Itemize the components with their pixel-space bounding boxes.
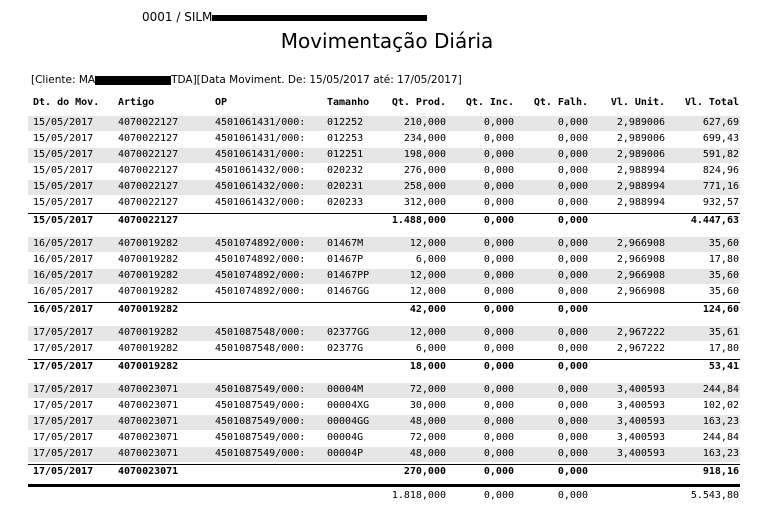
cell-col-qty-inc: 0,000	[483, 215, 514, 226]
cell-col-total-value: 627,69	[702, 117, 739, 128]
cell-col-total-value: 124,60	[702, 304, 739, 315]
cell-col-total-value: 918,16	[702, 466, 739, 477]
cell-col-qty-fault: 0,000	[557, 270, 588, 281]
cell-col-total-value: 824,96	[702, 165, 739, 176]
table-row	[28, 148, 740, 163]
cell-col-unit-value: 2,967222	[616, 327, 665, 338]
cell-col-unit-value: 3,400593	[616, 400, 665, 411]
cell-col-unit-value: 2,989006	[616, 149, 665, 160]
cell-col-size: 01467P	[327, 254, 364, 265]
cell-col-qty-prod: 48,000	[409, 448, 446, 459]
cell-col-article: 4070019282	[118, 270, 179, 281]
cell-col-qty-inc: 0,000	[483, 384, 514, 395]
cell-col-size: 00004G	[327, 432, 364, 443]
cell-col-op: 4501087549/000:	[215, 416, 306, 427]
cell-col-qty-prod: 1.818,000	[391, 490, 446, 501]
cell-col-op: 4501061431/000:	[215, 117, 306, 128]
cell-col-qty-inc: 0,000	[483, 361, 514, 372]
cell-col-size: 012253	[327, 133, 364, 144]
subtotal-row	[28, 464, 740, 480]
cell-col-unit-value: 2,966908	[616, 254, 665, 265]
cell-col-date: 17/05/2017	[33, 400, 94, 411]
cell-col-total-value: 163,23	[702, 448, 739, 459]
cell-col-size: 01467M	[327, 238, 364, 249]
cell-col-date: 17/05/2017	[33, 327, 94, 338]
cell-col-date: 15/05/2017	[33, 181, 94, 192]
cell-col-date: 17/05/2017	[33, 416, 94, 427]
cell-col-qty-fault: 0,000	[557, 466, 588, 477]
header-col-qty-inc: Qt. Inc.	[465, 97, 514, 108]
table-row	[28, 164, 740, 179]
cell-col-op: 4501061431/000:	[215, 133, 306, 144]
cell-col-qty-prod: 6,000	[415, 343, 446, 354]
cell-col-date: 17/05/2017	[33, 466, 94, 477]
cell-col-article: 4070022127	[118, 117, 179, 128]
cell-col-qty-inc: 0,000	[483, 343, 514, 354]
table-row	[28, 399, 740, 414]
cell-col-date: 15/05/2017	[33, 149, 94, 160]
cell-col-op: 4501074892/000:	[215, 270, 306, 281]
table-row	[28, 383, 740, 398]
table-row	[28, 285, 740, 300]
cell-col-size: 020232	[327, 165, 364, 176]
cell-col-qty-fault: 0,000	[557, 490, 588, 501]
cell-col-qty-fault: 0,000	[557, 197, 588, 208]
header-col-total-value: Vl. Total	[684, 97, 739, 108]
cell-col-qty-prod: 1.488,000	[391, 215, 446, 226]
cell-col-article: 4070019282	[118, 238, 179, 249]
cell-col-qty-fault: 0,000	[557, 181, 588, 192]
cell-col-total-value: 35,61	[708, 327, 739, 338]
cell-col-qty-inc: 0,000	[483, 197, 514, 208]
cell-col-total-value: 699,43	[702, 133, 739, 144]
cell-col-size: 00004P	[327, 448, 364, 459]
cell-col-qty-inc: 0,000	[483, 238, 514, 249]
cell-col-article: 4070022127	[118, 181, 179, 192]
cell-col-qty-prod: 12,000	[409, 238, 446, 249]
cell-col-size: 02377G	[327, 343, 364, 354]
cell-col-qty-inc: 0,000	[483, 133, 514, 144]
cell-col-article: 4070019282	[118, 343, 179, 354]
report-code	[142, 10, 427, 24]
cell-col-op: 4501061431/000:	[215, 149, 306, 160]
cell-col-qty-fault: 0,000	[557, 384, 588, 395]
cell-col-op: 4501087548/000:	[215, 327, 306, 338]
cell-col-qty-fault: 0,000	[557, 117, 588, 128]
report-filter	[31, 74, 462, 86]
cell-col-qty-inc: 0,000	[483, 327, 514, 338]
cell-col-unit-value: 2,988994	[616, 181, 665, 192]
cell-col-article: 4070023071	[118, 416, 179, 427]
cell-col-article: 4070022127	[118, 149, 179, 160]
header-col-unit-value: Vl. Unit.	[610, 97, 665, 108]
cell-col-qty-prod: 270,000	[403, 466, 446, 477]
cell-col-date: 17/05/2017	[33, 384, 94, 395]
cell-col-article: 4070023071	[118, 400, 179, 411]
cell-col-unit-value: 2,966908	[616, 286, 665, 297]
table-row	[28, 196, 740, 211]
cell-col-qty-inc: 0,000	[483, 270, 514, 281]
header-col-date: Dt. do Mov.	[33, 97, 100, 108]
cell-col-total-value: 102,02	[702, 400, 739, 411]
cell-col-article: 4070022127	[118, 133, 179, 144]
cell-col-total-value: 932,57	[702, 197, 739, 208]
cell-col-qty-prod: 198,000	[403, 149, 446, 160]
cell-col-total-value: 163,23	[702, 416, 739, 427]
cell-col-date: 15/05/2017	[33, 133, 94, 144]
cell-col-date: 15/05/2017	[33, 215, 94, 226]
cell-col-size: 020231	[327, 181, 364, 192]
cell-col-total-value: 4.447,63	[690, 215, 739, 226]
cell-col-unit-value: 2,988994	[616, 165, 665, 176]
cell-col-date: 16/05/2017	[33, 270, 94, 281]
cell-col-size: 01467GG	[327, 286, 370, 297]
cell-col-date: 16/05/2017	[33, 304, 94, 315]
header-col-article: Artigo	[118, 97, 155, 108]
cell-col-qty-fault: 0,000	[557, 400, 588, 411]
cell-col-qty-inc: 0,000	[483, 165, 514, 176]
cell-col-qty-fault: 0,000	[557, 254, 588, 265]
redacted-client	[95, 76, 171, 85]
cell-col-article: 4070023071	[118, 384, 179, 395]
cell-col-qty-fault: 0,000	[557, 304, 588, 315]
cell-col-article: 4070023071	[118, 448, 179, 459]
cell-col-size: 00004XG	[327, 400, 370, 411]
cell-col-total-value: 244,84	[702, 432, 739, 443]
table-row	[28, 237, 740, 252]
cell-col-article: 4070019282	[118, 286, 179, 297]
table-row	[28, 415, 740, 430]
cell-col-qty-fault: 0,000	[557, 327, 588, 338]
cell-col-qty-prod: 18,000	[409, 361, 446, 372]
cell-col-unit-value: 3,400593	[616, 416, 665, 427]
cell-col-qty-prod: 6,000	[415, 254, 446, 265]
cell-col-qty-prod: 12,000	[409, 270, 446, 281]
cell-col-total-value: 591,82	[702, 149, 739, 160]
cell-col-qty-prod: 276,000	[403, 165, 446, 176]
cell-col-unit-value: 2,966908	[616, 238, 665, 249]
cell-col-qty-fault: 0,000	[557, 133, 588, 144]
cell-col-size: 00004M	[327, 384, 364, 395]
cell-col-op: 4501074892/000:	[215, 286, 306, 297]
header-col-qty-prod: Qt. Prod.	[391, 97, 446, 108]
cell-col-op: 4501087549/000:	[215, 384, 306, 395]
cell-col-date: 17/05/2017	[33, 361, 94, 372]
cell-col-article: 4070022127	[118, 215, 179, 226]
cell-col-op: 4501074892/000:	[215, 238, 306, 249]
subtotal-row	[28, 359, 740, 375]
cell-col-qty-fault: 0,000	[557, 432, 588, 443]
cell-col-qty-prod: 312,000	[403, 197, 446, 208]
table-row	[28, 269, 740, 284]
cell-col-qty-inc: 0,000	[483, 448, 514, 459]
cell-col-date: 15/05/2017	[33, 165, 94, 176]
cell-col-unit-value: 2,966908	[616, 270, 665, 281]
cell-col-qty-fault: 0,000	[557, 165, 588, 176]
cell-col-qty-inc: 0,000	[483, 490, 514, 501]
cell-col-article: 4070019282	[118, 361, 179, 372]
cell-col-qty-fault: 0,000	[557, 286, 588, 297]
cell-col-total-value: 17,80	[708, 254, 739, 265]
cell-col-unit-value: 2,988994	[616, 197, 665, 208]
cell-col-qty-prod: 48,000	[409, 416, 446, 427]
header-col-size: Tamanho	[327, 97, 370, 108]
cell-col-unit-value: 2,989006	[616, 133, 665, 144]
cell-col-qty-prod: 72,000	[409, 384, 446, 395]
cell-col-article: 4070019282	[118, 254, 179, 265]
header-col-qty-fault: Qt. Falh.	[533, 97, 588, 108]
grand-total-values	[28, 489, 740, 504]
cell-col-article: 4070022127	[118, 197, 179, 208]
cell-col-qty-prod: 12,000	[409, 327, 446, 338]
cell-col-total-value: 17,80	[708, 343, 739, 354]
report-title: Movimentação Diária	[280, 29, 494, 53]
table-row	[28, 447, 740, 462]
cell-col-qty-inc: 0,000	[483, 304, 514, 315]
cell-col-article: 4070019282	[118, 327, 179, 338]
cell-col-total-value: 53,41	[708, 361, 739, 372]
table-row	[28, 180, 740, 195]
cell-col-date: 17/05/2017	[33, 448, 94, 459]
cell-col-date: 16/05/2017	[33, 286, 94, 297]
cell-col-size: 012251	[327, 149, 364, 160]
cell-col-qty-inc: 0,000	[483, 432, 514, 443]
cell-col-total-value: 244,84	[702, 384, 739, 395]
cell-col-qty-prod: 42,000	[409, 304, 446, 315]
table-row	[28, 342, 740, 357]
cell-col-total-value: 35,60	[708, 238, 739, 249]
cell-col-qty-prod: 258,000	[403, 181, 446, 192]
cell-col-unit-value: 3,400593	[616, 384, 665, 395]
cell-col-qty-prod: 234,000	[403, 133, 446, 144]
cell-col-date: 16/05/2017	[33, 254, 94, 265]
filter-client-label: [Cliente: MA	[31, 74, 96, 86]
cell-col-date: 16/05/2017	[33, 238, 94, 249]
cell-col-size: 01467PP	[327, 270, 370, 281]
cell-col-qty-prod: 72,000	[409, 432, 446, 443]
cell-col-qty-fault: 0,000	[557, 361, 588, 372]
cell-col-qty-inc: 0,000	[483, 286, 514, 297]
cell-col-total-value: 771,16	[702, 181, 739, 192]
redacted-name	[212, 15, 427, 21]
cell-col-article: 4070022127	[118, 165, 179, 176]
cell-col-date: 15/05/2017	[33, 197, 94, 208]
cell-col-qty-fault: 0,000	[557, 238, 588, 249]
cell-col-qty-fault: 0,000	[557, 343, 588, 354]
cell-col-total-value: 35,60	[708, 286, 739, 297]
cell-col-article: 4070023071	[118, 466, 179, 477]
cell-col-date: 17/05/2017	[33, 343, 94, 354]
cell-col-total-value: 5.543,80	[690, 490, 739, 501]
cell-col-date: 15/05/2017	[33, 117, 94, 128]
cell-col-qty-prod: 12,000	[409, 286, 446, 297]
cell-col-date: 17/05/2017	[33, 432, 94, 443]
cell-col-qty-inc: 0,000	[483, 117, 514, 128]
table-row	[28, 431, 740, 446]
cell-col-qty-fault: 0,000	[557, 448, 588, 459]
cell-col-unit-value: 2,989006	[616, 117, 665, 128]
cell-col-op: 4501061432/000:	[215, 165, 306, 176]
cell-col-qty-inc: 0,000	[483, 254, 514, 265]
cell-col-qty-fault: 0,000	[557, 149, 588, 160]
cell-col-qty-inc: 0,000	[483, 181, 514, 192]
cell-col-op: 4501061432/000:	[215, 181, 306, 192]
cell-col-op: 4501087549/000:	[215, 432, 306, 443]
cell-col-qty-inc: 0,000	[483, 400, 514, 411]
cell-col-article: 4070019282	[118, 304, 179, 315]
cell-col-qty-inc: 0,000	[483, 466, 514, 477]
header-col-op: OP	[215, 97, 228, 108]
filter-date-range: TDA][Data Moviment. De: 15/05/2017 até: 17/05/2017]	[171, 74, 462, 86]
cell-col-op: 4501074892/000:	[215, 254, 306, 265]
cell-col-article: 4070023071	[118, 432, 179, 443]
grand-total-row	[28, 489, 740, 504]
cell-col-unit-value: 3,400593	[616, 432, 665, 443]
subtotal-row	[28, 302, 740, 318]
cell-col-size: 00004GG	[327, 416, 370, 427]
cell-col-op: 4501087548/000:	[215, 343, 306, 354]
cell-col-unit-value: 2,967222	[616, 343, 665, 354]
cell-col-unit-value: 3,400593	[616, 448, 665, 459]
table-row	[28, 116, 740, 131]
table-row	[28, 326, 740, 341]
cell-col-qty-inc: 0,000	[483, 149, 514, 160]
grand-total-separator	[28, 484, 740, 487]
cell-col-size: 012252	[327, 117, 364, 128]
cell-col-op: 4501061432/000:	[215, 197, 306, 208]
report-code-text: 0001 / SILM	[142, 10, 213, 24]
subtotal-row	[28, 213, 740, 229]
cell-col-op: 4501087549/000:	[215, 448, 306, 459]
table-row	[28, 132, 740, 147]
cell-col-qty-prod: 210,000	[403, 117, 446, 128]
cell-col-op: 4501087549/000:	[215, 400, 306, 411]
cell-col-size: 02377GG	[327, 327, 370, 338]
cell-col-total-value: 35,60	[708, 270, 739, 281]
cell-col-qty-prod: 30,000	[409, 400, 446, 411]
cell-col-qty-fault: 0,000	[557, 215, 588, 226]
cell-col-qty-inc: 0,000	[483, 416, 514, 427]
cell-col-qty-fault: 0,000	[557, 416, 588, 427]
cell-col-size: 020233	[327, 197, 364, 208]
table-row	[28, 253, 740, 268]
